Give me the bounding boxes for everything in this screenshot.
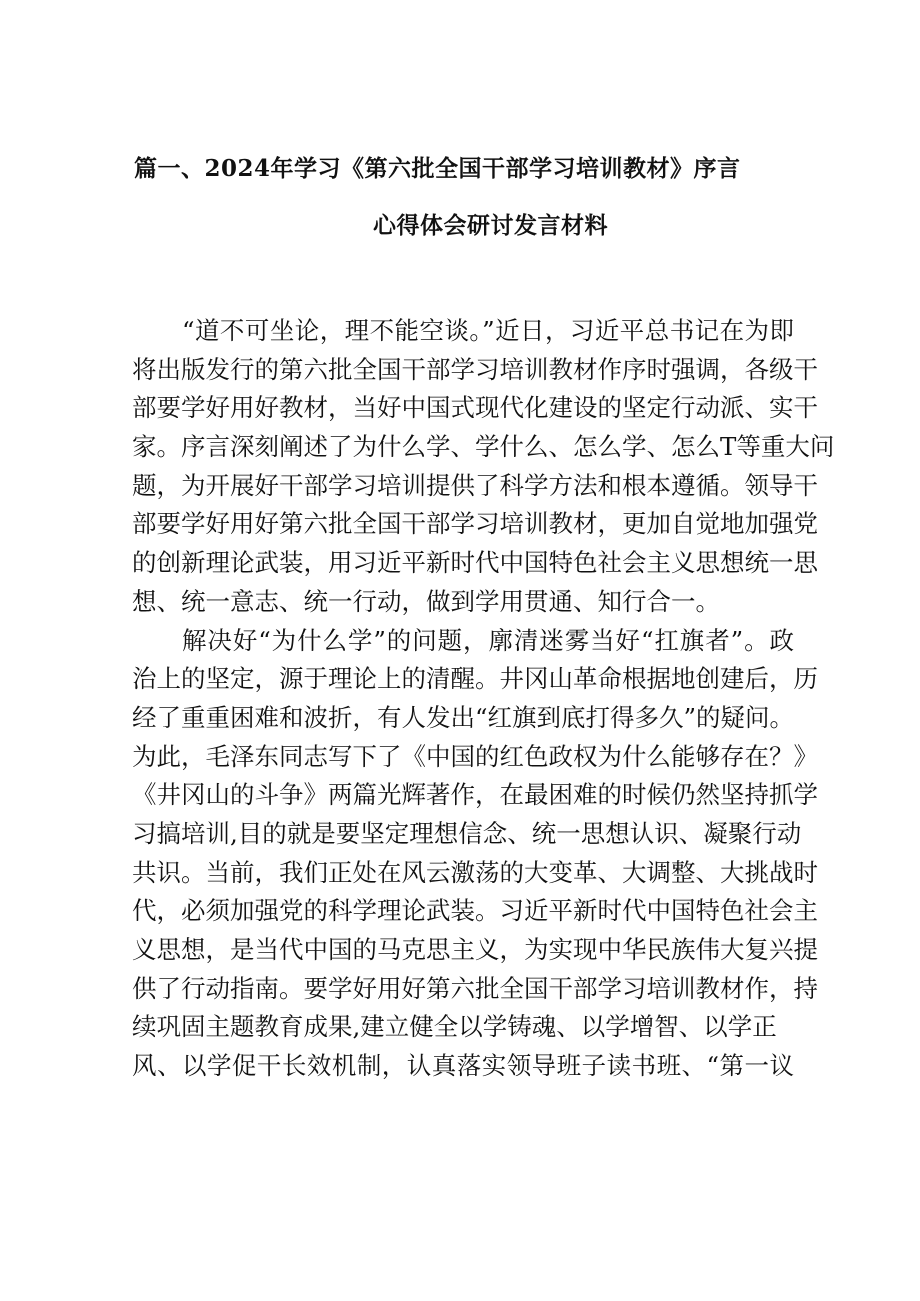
paragraph-line: 题，为开展好干部学习培训提供了科学方法和根本遵循。领导干 [132, 470, 818, 500]
paragraph-line: 家。序言深刻阐述了为什么学、学什么、怎么学、怎么T等重大问 [132, 432, 835, 462]
paragraph-line: 《井冈山的斗争》两篇光辉著作，在最困难的时候仍然坚持抓学 [132, 780, 818, 810]
paragraph-line: 习搞培训,目的就是要坚定理想信念、统一思想认识、凝聚行动 [132, 818, 802, 848]
document-title-line-2: 心得体会研讨发言材料 [373, 212, 608, 239]
paragraph-line: 的创新理论武装，用习近平新时代中国特色社会主义思想统一思 [132, 548, 818, 578]
paragraph-line: 续巩固主题教育成果,建立健全以学铸魂、以学增智、以学正 [132, 1012, 777, 1042]
paragraph-line: 部要学好用好教材，当好中国式现代化建设的坚定行动派、实干 [132, 393, 818, 423]
document-title-line-1: 篇一、2024年学习《第六批全国干部学习培训教材》序言 [134, 155, 741, 182]
paragraph-line: 为此，毛泽东同志写下了《中国的红色政权为什么能够存在？》 [132, 741, 818, 771]
paragraph-line: 代，必须加强党的科学理论武装。习近平新时代中国特色社会主 [132, 896, 818, 926]
paragraph-line: 治上的坚定，源于理论上的清醒。井冈山革命根据地创建后，历 [132, 664, 818, 694]
paragraph-line: 部要学好用好第六批全国干部学习培训教材，更加自觉地加强党 [132, 509, 818, 539]
paragraph-2 [132, 622, 818, 1086]
paragraph-line: 共识。当前，我们正处在风云激荡的大变革、大调整、大挑战时 [132, 857, 818, 887]
paragraph-1 [132, 312, 835, 622]
paragraph-line: 义思想，是当代中国的马克思主义，为实现中华民族伟大复兴提 [132, 935, 818, 964]
paragraph-line: 想、统一意志、统一行动，做到学用贯通、知行合一。 [132, 586, 720, 616]
paragraph-line: “道不可坐论，理不能空谈。”近日，习近平总书记在为即 [182, 316, 794, 345]
paragraph-line: 风、以学促干长效机制，认真落实领导班子读书班、“第一议 [132, 1051, 794, 1081]
paragraph-line: 经了重重困难和波折，有人发出“红旗到底打得多久”的疑问。 [132, 702, 795, 732]
document-body [132, 312, 835, 1086]
paragraph-line: 将出版发行的第六批全国干部学习培训教材作序时强调，各级干 [132, 354, 818, 384]
paragraph-line: 供了行动指南。要学好用好第六批全国干部学习培训教材作，持 [132, 973, 818, 1003]
paragraph-line: 解决好“为什么学”的问题，廓清迷雾当好“扛旗者”。政 [182, 625, 794, 655]
